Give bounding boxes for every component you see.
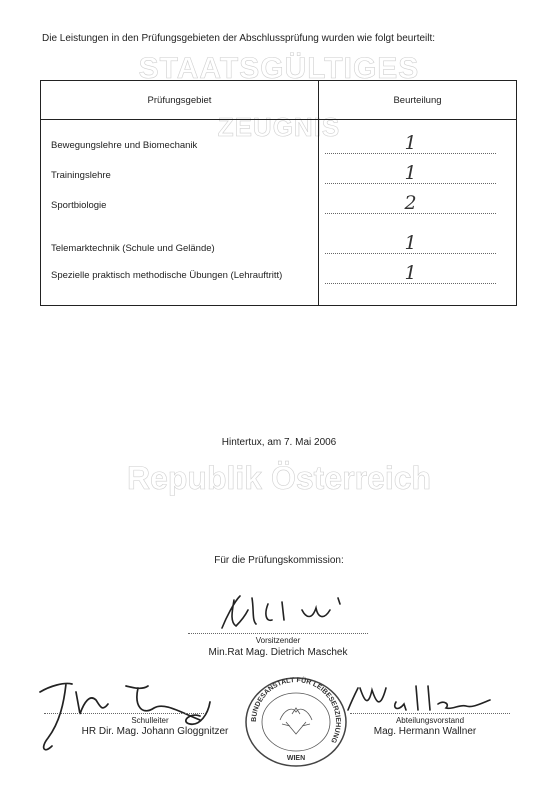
- table-row: [41, 160, 517, 190]
- header-grade: Beurteilung: [319, 81, 517, 120]
- header-subject: Prüfungsgebiet: [41, 81, 319, 120]
- table-row: [41, 130, 517, 160]
- subject-cell: Trainingslehre: [41, 160, 319, 190]
- head-role: Schulleiter: [131, 716, 169, 725]
- dept-signature: [340, 680, 500, 720]
- table-row: [41, 260, 517, 290]
- grade-value: 1: [325, 163, 496, 184]
- eagle-emblem-icon: [280, 708, 312, 734]
- grade-value: 1: [325, 263, 496, 284]
- subject-cell: Telemarktechnik (Schule und Gelände): [41, 220, 319, 260]
- subject-cell: Spezielle praktisch methodische Übungen (Lehrauftritt): [41, 260, 319, 290]
- subject-cell: Bewegungslehre und Biomechanik: [41, 130, 319, 160]
- grade-value: 2: [325, 193, 496, 214]
- chair-name: Min.Rat Mag. Dietrich Maschek: [208, 647, 348, 658]
- grade-value: 1: [325, 133, 496, 154]
- intro-text: Die Leistungen in den Prüfungsgebieten der Abschlussprüfung wurden wie folgt beurteilt:: [42, 33, 436, 44]
- dept-name: Mag. Hermann Wallner: [373, 726, 477, 737]
- table-row: [41, 190, 517, 220]
- watermark-certificate: ZEUGNIS: [217, 112, 341, 142]
- head-name: HR Dir. Mag. Johann Gloggnitzer: [81, 726, 229, 737]
- place-date: Hintertux, am 7. Mai 2006: [221, 437, 337, 448]
- chair-signature: [212, 590, 362, 635]
- watermark-state-valid: STAATSGÜLTIGES: [138, 52, 420, 85]
- grade-value: 1: [325, 233, 496, 254]
- grades-table: [40, 80, 517, 306]
- dept-signature-line: [350, 713, 510, 714]
- watermark-republic: Republik Österreich: [126, 460, 432, 496]
- chair-signature-line: [188, 633, 368, 634]
- stamp-city: WIEN: [286, 755, 306, 762]
- chair-role: Vorsitzender: [255, 636, 301, 645]
- table-row: [41, 220, 517, 260]
- official-stamp: [236, 672, 356, 772]
- subject-cell: Sportbiologie: [41, 190, 319, 220]
- dept-role: Abteilungsvorstand: [395, 716, 465, 725]
- commission-heading: Für die Prüfungskommission:: [214, 555, 344, 566]
- stamp-text: BUNDESANSTALT FÜR LEIBESERZIEHUNG: [250, 676, 342, 745]
- head-signature-line: [44, 713, 204, 714]
